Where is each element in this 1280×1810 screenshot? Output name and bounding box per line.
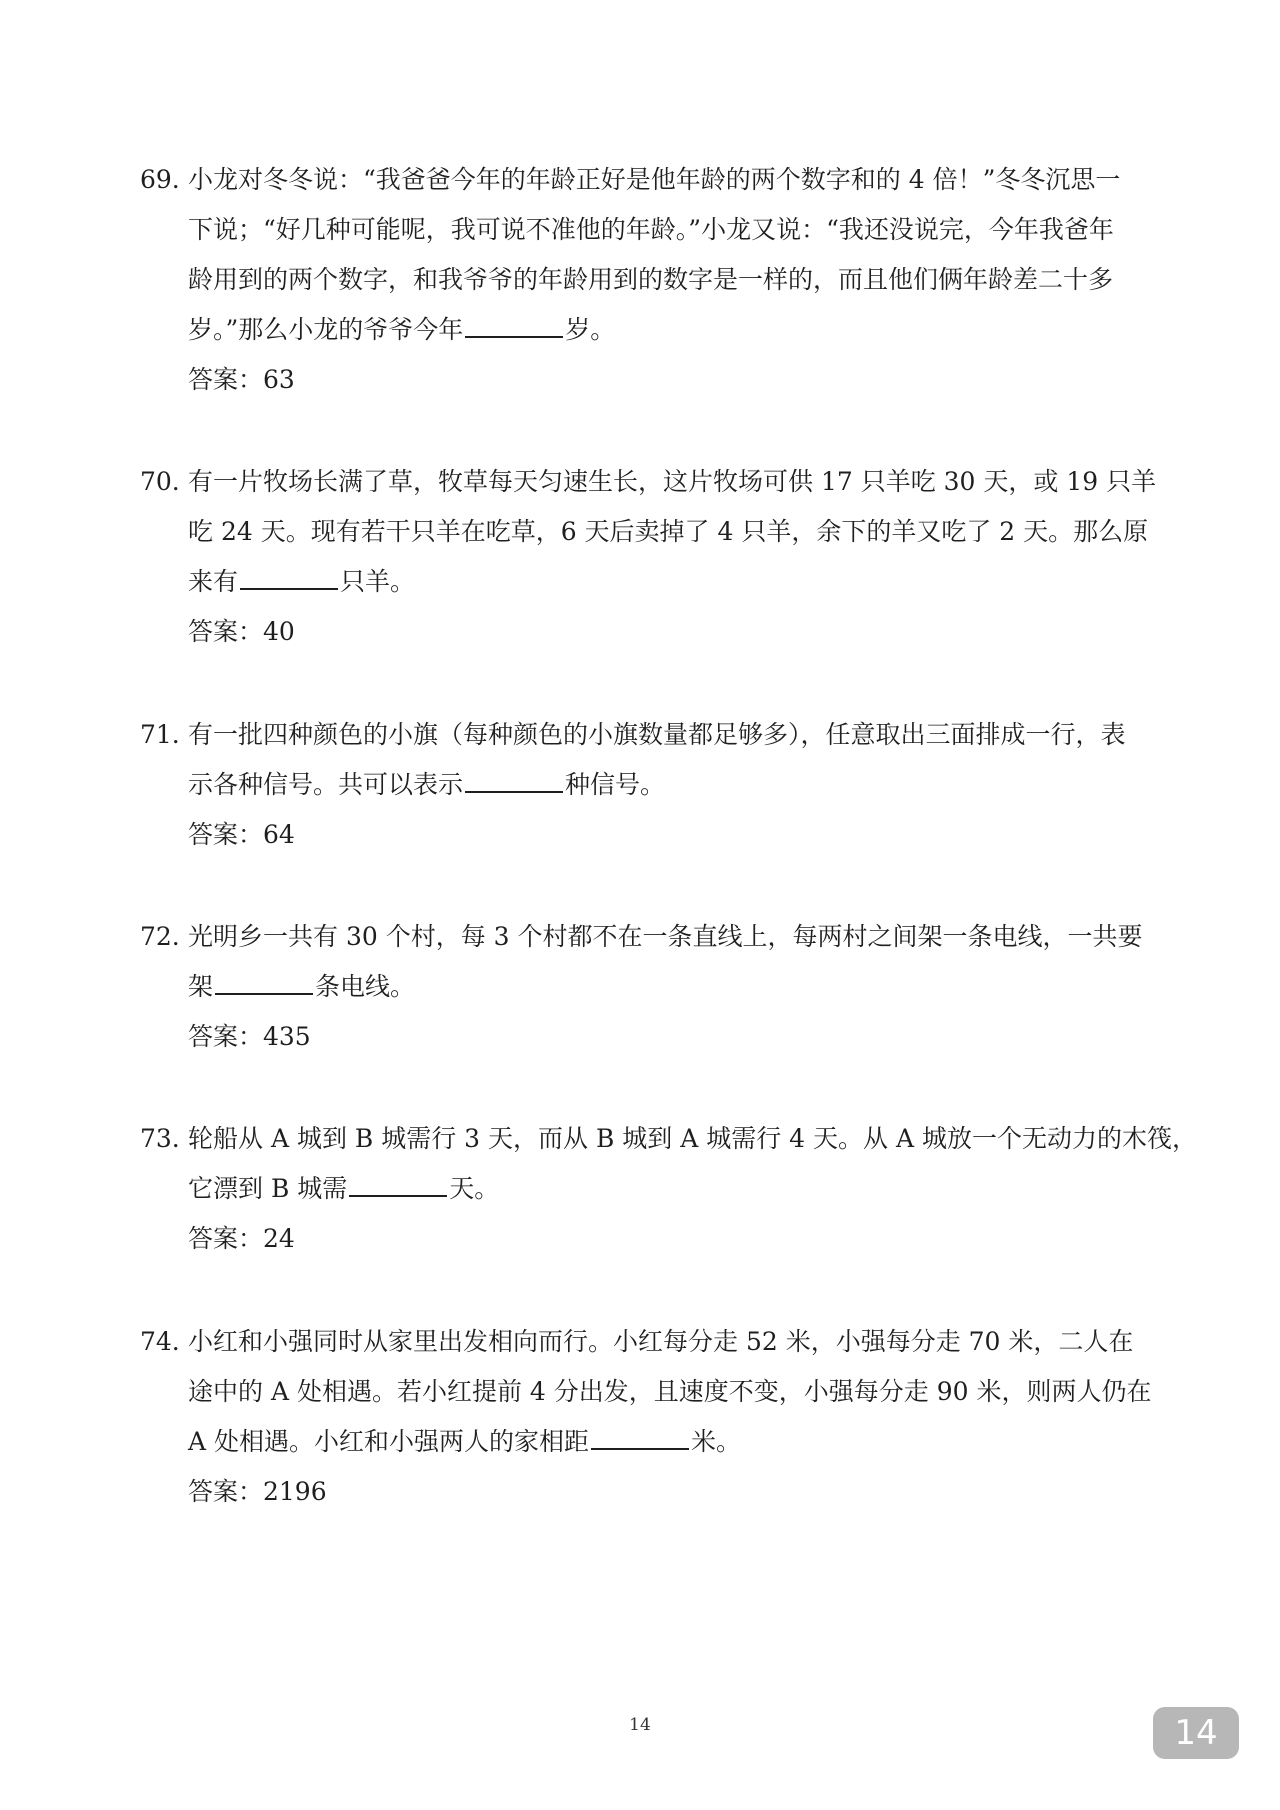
- question-text: 示各种信号。共可以表示: [188, 770, 464, 799]
- question-text: 下说；“好几种可能呢，我可说不准他的年龄。”小龙又说：“我还没说完，今年我爸年: [188, 215, 1114, 244]
- question-line: [140, 710, 1156, 760]
- page-indicator-badge: 14: [1153, 1707, 1239, 1759]
- question-line: [140, 1417, 1156, 1467]
- answer-text: 答案：24: [188, 1224, 295, 1253]
- question-line: [140, 760, 1156, 810]
- answer-line: [140, 607, 1156, 657]
- problem-70: [140, 457, 1156, 657]
- question-line: [140, 205, 1156, 255]
- question-text: 途中的 A 处相遇。若小红提前 4 分出发，且速度不变，小强每分走 90 米，则两人仍在: [188, 1377, 1152, 1406]
- question-text: 小龙对冬冬说：“我爸爸今年的年龄正好是他年龄的两个数字和的 4 倍！”冬冬沉思一: [188, 165, 1121, 194]
- answer-line: [140, 1214, 1156, 1264]
- question-text: 吃 24 天。现有若干只羊在吃草，6 天后卖掉了 4 只羊，余下的羊又吃了 2 天。那么原: [188, 517, 1149, 546]
- answer-blank: [215, 967, 313, 995]
- question-line: [140, 1367, 1156, 1417]
- question-line: [140, 912, 1156, 962]
- answer-text: 答案：63: [188, 365, 295, 394]
- question-line: [140, 507, 1156, 557]
- question-text: 天。: [449, 1174, 500, 1203]
- answer-text: 答案：435: [188, 1022, 311, 1051]
- question-text: 小红和小强同时从家里出发相向而行。小红每分走 52 米，小强每分走 70 米，二人在: [188, 1327, 1134, 1356]
- question-text: 只羊。: [340, 567, 416, 596]
- question-text: 岁。”那么小龙的爷爷今年: [188, 315, 464, 344]
- question-line: [140, 557, 1156, 607]
- problem-number: 72.: [140, 922, 180, 951]
- question-text: 岁。: [565, 315, 616, 344]
- question-line: [140, 155, 1156, 205]
- question-text: 有一批四种颜色的小旗（每种颜色的小旗数量都足够多），任意取出三面排成一行，表: [188, 720, 1126, 749]
- answer-text: 答案：64: [188, 820, 295, 849]
- answer-line: [140, 810, 1156, 860]
- problem-73: [140, 1114, 1197, 1264]
- answer-line: [140, 1012, 1156, 1062]
- question-line: [140, 457, 1156, 507]
- question-text: 架: [188, 972, 214, 1001]
- question-text: 种信号。: [565, 770, 666, 799]
- question-line: [140, 1164, 1156, 1214]
- answer-blank: [465, 765, 563, 793]
- problem-number: 74.: [140, 1327, 180, 1356]
- question-text: 光明乡一共有 30 个村，每 3 个村都不在一条直线上，每两村之间架一条电线，一共要: [188, 922, 1143, 951]
- question-text: 龄用到的两个数字，和我爷爷的年龄用到的数字是一样的，而且他们俩年龄差二十多: [188, 265, 1114, 294]
- question-line: [140, 1114, 1197, 1164]
- answer-text: 答案：2196: [188, 1477, 327, 1506]
- answer-line: [140, 1467, 1156, 1517]
- question-text: 来有: [188, 567, 239, 596]
- question-text: 它漂到 B 城需: [188, 1174, 348, 1203]
- answer-line: [140, 355, 1156, 405]
- question-text: 条电线。: [315, 972, 416, 1001]
- problem-number: 73.: [140, 1124, 180, 1153]
- question-line: [140, 305, 1156, 355]
- question-text: A 处相遇。小红和小强两人的家相距: [188, 1427, 590, 1456]
- problem-72: [140, 912, 1156, 1062]
- problem-number: 70.: [140, 467, 180, 496]
- page-number: 14: [629, 1715, 651, 1735]
- problem-71: [140, 710, 1156, 860]
- problem-number: 69.: [140, 165, 180, 194]
- question-line: [140, 1317, 1156, 1367]
- answer-blank: [591, 1422, 689, 1450]
- answer-blank: [240, 562, 338, 590]
- question-line: [140, 962, 1156, 1012]
- question-text: 轮船从 A 城到 B 城需行 3 天，而从 B 城到 A 城需行 4 天。从 A 城放一个无动力的木筏，: [188, 1124, 1197, 1153]
- answer-blank: [349, 1169, 447, 1197]
- question-line: [140, 255, 1156, 305]
- problem-number: 71.: [140, 720, 180, 749]
- answer-blank: [465, 310, 563, 338]
- question-text: 有一片牧场长满了草，牧草每天匀速生长，这片牧场可供 17 只羊吃 30 天，或 19 只羊: [188, 467, 1157, 496]
- question-text: 米。: [691, 1427, 742, 1456]
- answer-text: 答案：40: [188, 617, 295, 646]
- problem-74: [140, 1317, 1156, 1517]
- problem-69: [140, 155, 1156, 405]
